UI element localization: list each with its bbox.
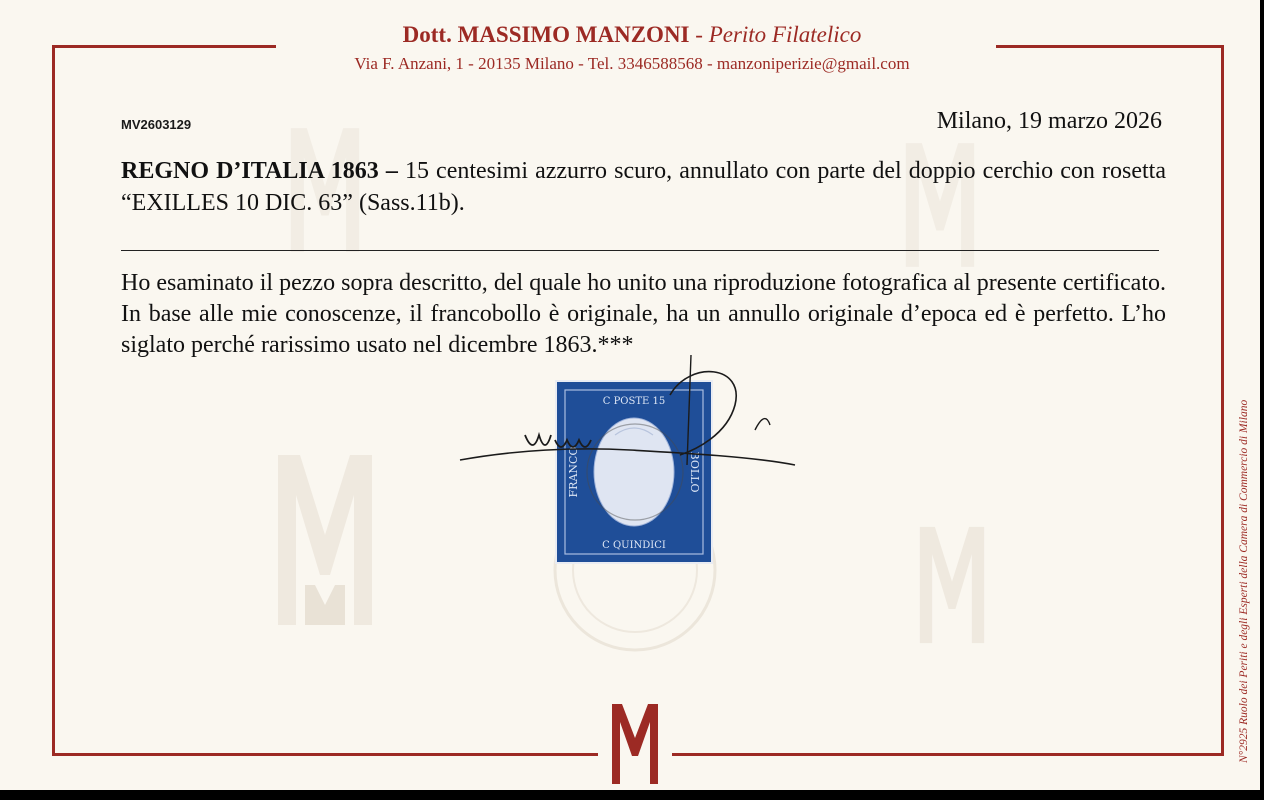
expert-name-bold: Dott. MASSIMO MANZONI <box>402 22 690 47</box>
description-dash: – <box>385 158 398 184</box>
stamp-top-text: C POSTE 15 <box>602 396 666 407</box>
expert-signature <box>455 355 805 475</box>
description-title: REGNO D’ITALIA 1863 <box>121 158 379 184</box>
frame-top-right <box>996 45 1224 48</box>
place-date: Milano, 19 marzo 2026 <box>936 108 1162 134</box>
expert-opinion: Ho esaminato il pezzo sopra descritto, del quale ho unito una riproduzione fotografica al presente certificato. In base alle mie conoscenze, il francobollo è originale, ha un annullo originale d’epoca ed è perfetto. L’ho siglato perché rarissimo usato nel dicembre 1863.*** <box>121 270 1166 358</box>
frame-top-left <box>52 45 276 48</box>
frame-bottom-left <box>52 753 598 756</box>
stamp-bottom-text: C QUINDICI <box>602 540 666 551</box>
frame-left <box>52 45 55 755</box>
stamp-left-text: FRANCO <box>567 446 580 498</box>
frame-bottom-right <box>672 753 1224 756</box>
expert-name <box>282 22 982 48</box>
description-text: 15 centesimi azzurro scuro, annullato con parte del doppio cerchio con rosetta “EXILLES 10 DIC. 63” (Sass.11b). <box>121 158 1166 216</box>
mm-watermark-icon <box>912 520 992 650</box>
expert-address: Via F. Anzani, 1 - 20135 Milano - Tel. 3346588568 - manzoniperizie@gmail.com <box>354 54 910 73</box>
expert-role: Perito Filatelico <box>708 22 862 47</box>
separator-rule <box>121 250 1159 251</box>
mm-monogram-icon <box>610 702 660 786</box>
certificate-code: MV2603129 <box>121 117 192 132</box>
mm-watermark-icon <box>270 445 380 635</box>
stamp-right-text: BOLLO <box>688 451 701 493</box>
header-separator: - <box>695 22 703 47</box>
stamp-description <box>121 155 1166 219</box>
frame-right <box>1221 45 1224 755</box>
registry-note: N°2925 Ruolo dei Periti e degli Esperti della Camera di Commercio di Milano <box>1238 399 1250 763</box>
